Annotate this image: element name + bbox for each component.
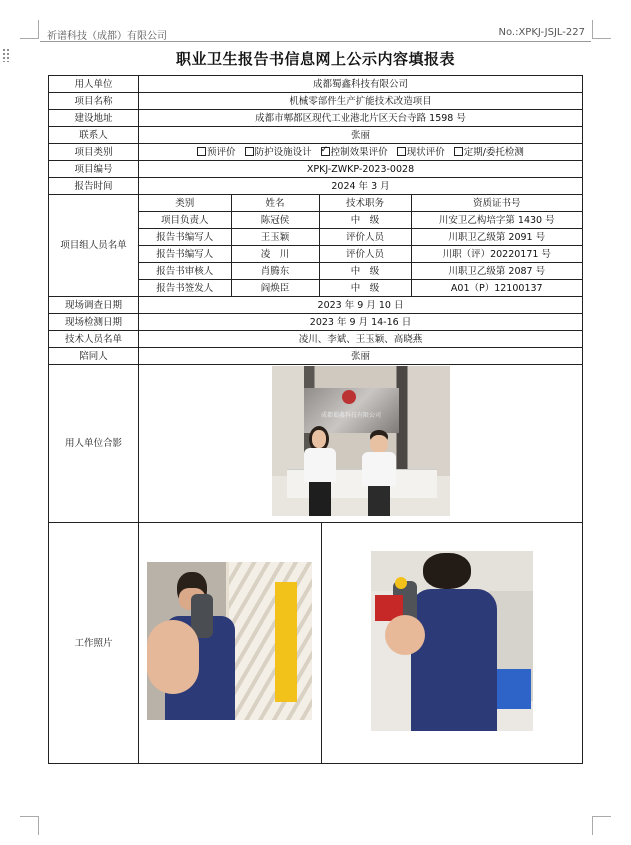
staff-cell-name: 肖腾东 bbox=[231, 263, 319, 280]
header-doc-number: No.:XPKJ-JSJL-227 bbox=[498, 27, 585, 38]
staff-cell-cert: 川职（评）20220171 号 bbox=[411, 246, 582, 263]
label-project-no: 项目编号 bbox=[49, 161, 139, 178]
staff-cell bbox=[139, 195, 583, 297]
photo-machine-grille bbox=[229, 562, 312, 720]
label-report-time: 报告时间 bbox=[49, 178, 139, 195]
staff-cell-name: 陈冠侯 bbox=[231, 212, 319, 229]
staff-header: 姓名 bbox=[231, 195, 319, 212]
value-escort: 张丽 bbox=[139, 348, 583, 365]
person-face bbox=[370, 435, 388, 453]
row-staff bbox=[49, 195, 583, 297]
photo-hair bbox=[423, 553, 471, 589]
crop-mark-bottom-left bbox=[20, 816, 39, 835]
work-photo-cell bbox=[139, 523, 583, 764]
staff-cell-title: 评价人员 bbox=[319, 229, 411, 246]
label-survey-date: 现场调查日期 bbox=[49, 297, 139, 314]
table-row bbox=[139, 229, 582, 246]
staff-cell-role: 报告书编写人 bbox=[139, 246, 231, 263]
row-address bbox=[49, 110, 583, 127]
header-rule bbox=[40, 41, 591, 42]
person-man bbox=[358, 430, 400, 516]
type-option-label: 定期/委托检测 bbox=[463, 146, 524, 158]
checkbox-icon[interactable] bbox=[197, 147, 206, 156]
photo-sign-text: 成都蜀鑫科技有限公司 bbox=[320, 412, 381, 419]
value-project-name: 机械零部件生产扩能技术改造项目 bbox=[139, 93, 583, 110]
staff-cell-role: 报告书签发人 bbox=[139, 280, 231, 297]
staff-cell-role: 报告书审核人 bbox=[139, 263, 231, 280]
staff-cell-title: 中 级 bbox=[319, 212, 411, 229]
staff-cell-role: 项目负责人 bbox=[139, 212, 231, 229]
table-row bbox=[139, 280, 582, 297]
checkbox-checked-icon[interactable] bbox=[321, 147, 330, 156]
value-project-type bbox=[139, 144, 583, 161]
table-row bbox=[139, 212, 582, 229]
type-option-label: 现状评价 bbox=[406, 146, 445, 158]
label-staff: 项目组人员名单 bbox=[49, 195, 139, 297]
staff-cell-cert: A01（P）12100137 bbox=[450, 282, 543, 294]
staff-cell-cert: 川职卫乙级第 2087 号 bbox=[411, 263, 582, 280]
staff-cell-name: 阎焕臣 bbox=[231, 280, 319, 297]
work-photo-row bbox=[139, 523, 582, 763]
table-row bbox=[139, 246, 582, 263]
crop-mark-bottom-right bbox=[592, 816, 611, 835]
row-project-name bbox=[49, 93, 583, 110]
value-tech-staff: 凌川、李斌、王玉颖、高晓燕 bbox=[139, 331, 583, 348]
work-photo-right bbox=[371, 551, 533, 731]
person-legs bbox=[368, 486, 390, 516]
staff-cell-name: 王玉颖 bbox=[231, 229, 319, 246]
person-shirt bbox=[362, 452, 396, 486]
work-photo-left bbox=[147, 562, 312, 720]
row-project-type bbox=[49, 144, 583, 161]
staff-cell-role: 报告书编写人 bbox=[139, 229, 231, 246]
photo-hand bbox=[147, 620, 199, 694]
label-contact: 联系人 bbox=[49, 127, 139, 144]
row-work-photo bbox=[49, 523, 583, 764]
label-address: 建设地址 bbox=[49, 110, 139, 127]
checkbox-icon[interactable] bbox=[245, 147, 254, 156]
person-legs bbox=[309, 482, 331, 516]
row-employer bbox=[49, 76, 583, 93]
type-option-label: 防护设施设计 bbox=[254, 146, 312, 158]
staff-cell-title: 中 级 bbox=[319, 280, 411, 297]
info-form-table bbox=[48, 75, 583, 764]
row-tech-staff bbox=[49, 331, 583, 348]
person-face bbox=[312, 430, 326, 448]
work-photo-grid bbox=[139, 523, 582, 763]
label-escort: 陪同人 bbox=[49, 348, 139, 365]
value-address: 成都市郫都区现代工业港北片区天台寺路 1598 号 bbox=[139, 110, 583, 127]
row-group-photo bbox=[49, 365, 583, 523]
staff-table bbox=[139, 195, 582, 296]
value-employer: 成都蜀鑫科技有限公司 bbox=[139, 76, 583, 93]
photo-blue-shirt bbox=[411, 589, 497, 731]
row-escort bbox=[49, 348, 583, 365]
photo-yellow-panel bbox=[275, 582, 297, 702]
staff-cell-cert: 川安卫乙构培字第 1430 号 bbox=[411, 212, 582, 229]
microphone-icon bbox=[395, 577, 407, 589]
type-option[interactable] bbox=[397, 147, 445, 158]
label-employer: 用人单位 bbox=[49, 76, 139, 93]
person-shirt bbox=[304, 448, 336, 482]
staff-header: 类别 bbox=[139, 195, 231, 212]
label-group-photo: 用人单位合影 bbox=[49, 365, 139, 523]
crop-mark-top-right bbox=[592, 20, 611, 39]
staff-cell-name: 凌 川 bbox=[231, 246, 319, 263]
staff-header: 技术职务 bbox=[319, 195, 411, 212]
label-test-date: 现场检测日期 bbox=[49, 314, 139, 331]
row-project-no bbox=[49, 161, 583, 178]
group-photo bbox=[272, 366, 450, 516]
type-option-label: 预评价 bbox=[207, 146, 236, 158]
value-project-no: XPKJ-ZWKP-2023-0028 bbox=[139, 161, 583, 178]
value-test-date: 2023 年 9 月 14-16 日 bbox=[139, 314, 583, 331]
type-option[interactable] bbox=[197, 147, 236, 158]
person-woman bbox=[300, 426, 340, 516]
table-row bbox=[139, 263, 582, 280]
row-test-date bbox=[49, 314, 583, 331]
work-photo-cell-left bbox=[139, 523, 321, 763]
type-option[interactable] bbox=[454, 147, 524, 158]
page-title: 职业卫生报告书信息网上公示内容填报表 bbox=[175, 50, 455, 68]
label-tech-staff: 技术人员名单 bbox=[49, 331, 139, 348]
staff-header-row bbox=[139, 195, 582, 212]
staff-header: 资质证书号 bbox=[411, 195, 582, 212]
type-option[interactable] bbox=[321, 147, 388, 158]
row-report-time bbox=[49, 178, 583, 195]
company-logo-icon bbox=[342, 390, 356, 404]
work-photo-cell-right bbox=[321, 523, 582, 763]
staff-cell-title: 中 级 bbox=[319, 263, 411, 280]
label-project-name: 项目名称 bbox=[49, 93, 139, 110]
group-photo-cell bbox=[139, 365, 583, 523]
type-option[interactable] bbox=[245, 147, 312, 158]
header-company: 祈谱科技（成都）有限公司 bbox=[47, 31, 167, 42]
label-work-photo: 工作照片 bbox=[49, 523, 139, 764]
photo-blue-bin bbox=[491, 669, 531, 709]
row-contact bbox=[49, 127, 583, 144]
staff-cell-title: 评价人员 bbox=[319, 246, 411, 263]
value-contact: 张丽 bbox=[139, 127, 583, 144]
value-survey-date: 2023 年 9 月 10 日 bbox=[139, 297, 583, 314]
row-survey-date bbox=[49, 297, 583, 314]
checkbox-icon[interactable] bbox=[397, 147, 406, 156]
photo-hand bbox=[385, 615, 425, 655]
crop-mark-top-left bbox=[20, 20, 39, 39]
checkbox-icon[interactable] bbox=[454, 147, 463, 156]
value-report-time: 2024 年 3 月 bbox=[139, 178, 583, 195]
type-option-label: 控制效果评价 bbox=[330, 146, 388, 158]
label-project-type: 项目类别 bbox=[49, 144, 139, 161]
staff-cell-cert: 川职卫乙级第 2091 号 bbox=[411, 229, 582, 246]
